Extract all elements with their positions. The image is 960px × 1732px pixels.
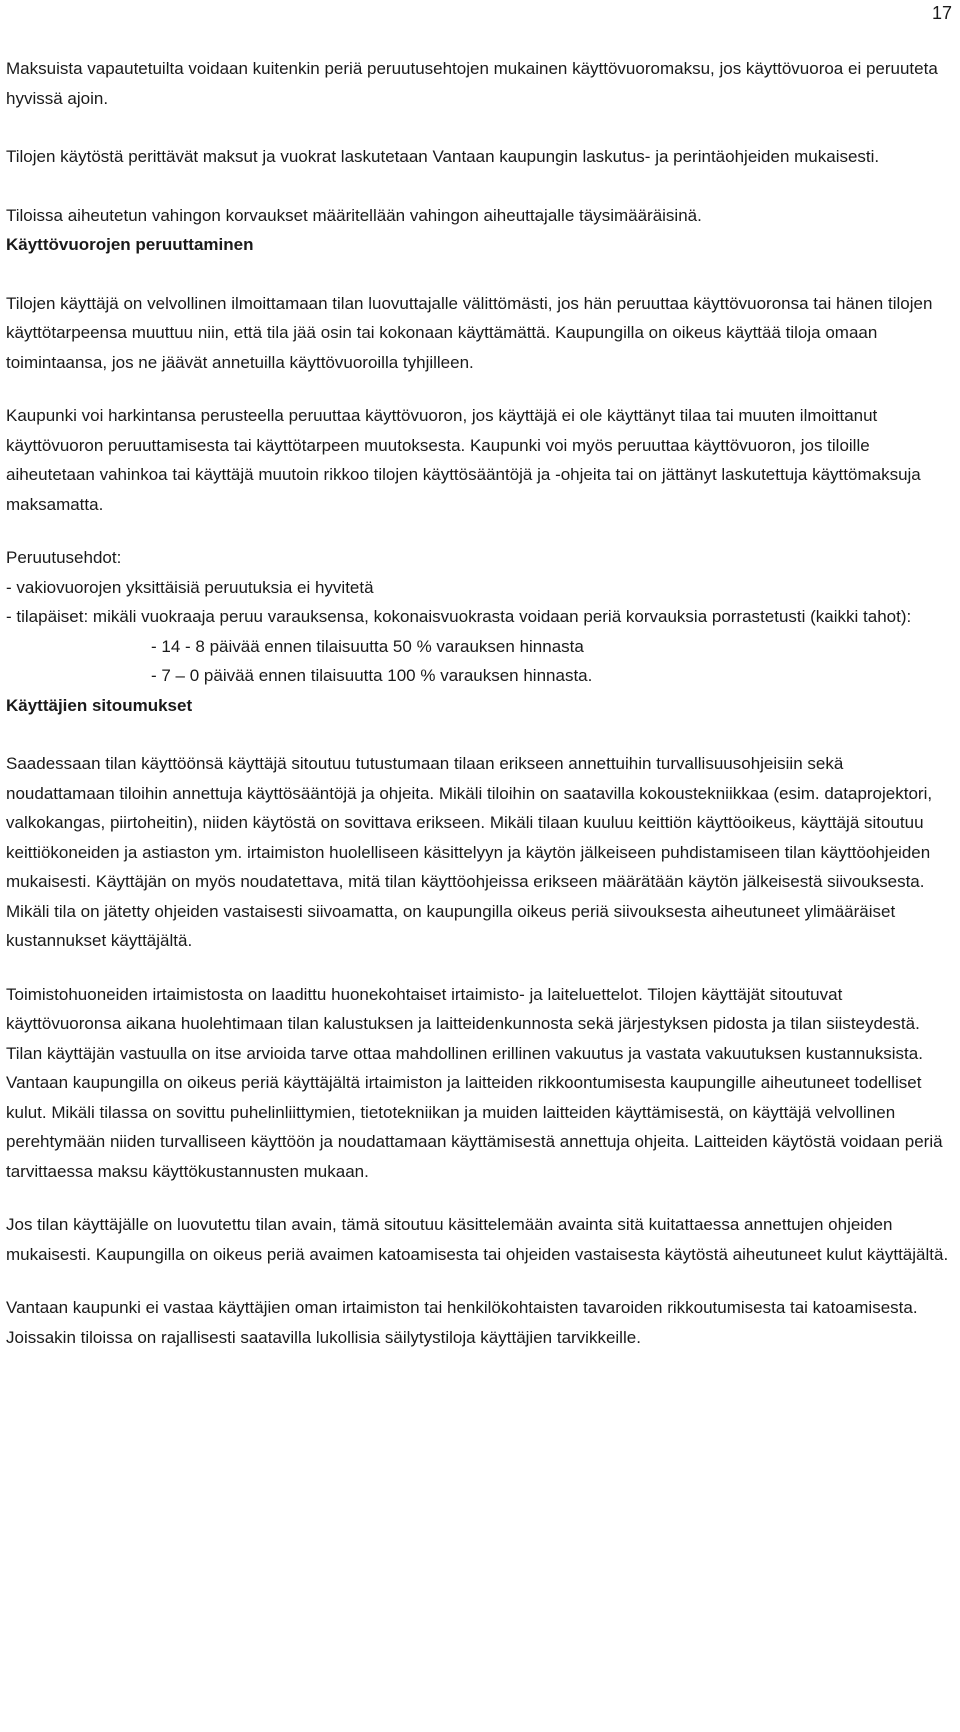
cancellation-subterm-item: - 7 – 0 päivää ennen tilaisuutta 100 % varauksen hinnasta. bbox=[151, 666, 593, 685]
paragraph-user-commitment: Saadessaan tilan käyttöönsä käyttäjä sitoutuu tutustumaan tilaan erikseen annettuihin turvallisuusohjeisiin sekä noudattamaan tiloihin annettuja käyttösääntöjä ja ohjeita. Mikäli tiloihin on saatavilla kokoustekniikkaa (esim. dataprojektori, valkokangas, piirtoheitin), niiden käytöstä on sovittava erikseen. Mikäli tilaan kuuluu keittiön käyttöoikeus, käyttäjä sitoutuu keittiökoneiden ja astiaston ym. irtaimiston huolelliseen käsittelyyn ja käytön jälkeiseen puhdistamiseen tilan käyttöohjeiden mukaisesti. Käyttäjän on myös noudatettava, mitä tilan käyttöohjeissa erikseen määrätään käytön jälkeisestä siivouksesta. Mikäli tila on jätetty ohjeiden vastaisesti siivoamatta, on kaupungilla oikeus periä siivouksesta aiheutuneet ylimääräiset kustannukset käyttäjältä. bbox=[6, 754, 933, 950]
paragraph-cancellation-duty: Tilojen käyttäjä on velvollinen ilmoittamaan tilan luovuttajalle välittömästi, jos hän peruuttaa käyttövuoronsa tai hänen tilojen käyttötarpeensa muuttuu niin, että tila jää osin tai kokonaan käyttämättä. Kaupungilla on oikeus käyttää tiloja omaan toimintaansa, jos ne jäävät annetuilla käyttövuoroilla tyhjilleen. bbox=[6, 293, 933, 372]
cancellation-term-item: - vakiovuorojen yksittäisiä peruutuksia ei hyvitetä bbox=[6, 577, 374, 597]
section-heading-cancellation: Käyttövuorojen peruuttaminen bbox=[6, 235, 254, 254]
section-heading-commitments: Käyttäjien sitoumukset bbox=[6, 695, 193, 715]
paragraph-fee-exemption: Maksuista vapautetuilta voidaan kuitenkin periä peruutusehtojen mukainen käyttövuoromaksu, jos käyttövuoroa ei peruuteta hyvissä ajoin. bbox=[6, 59, 938, 108]
paragraph-inventory: Toimistohuoneiden irtaimistosta on laadittu huonekohtaiset irtaimisto- ja laiteluettelot. Tilojen käyttäjät sitoutuvat käyttövuoronsa aikana huolehtimaan tilan kalustuksen ja laitteidenkunnosta sekä järjestyksen pidosta ja tilan siisteydestä. Tilan käyttäjän vastuulla on itse arvioida tarve ottaa mahdollinen erillinen vakuutus ja vastata vakuutuksen kustannuksista. Vantaan kaupungilla on oikeus periä käyttäjältä irtaimiston ja laitteiden rikkoontumisesta kaupungille aiheutuneet todelliset kulut. Mikäli tilassa on sovittu puhelinliittymien, tietotekniikan ja muiden laitteiden käyttämisestä, on käyttäjä velvollinen perehtymään niiden turvalliseen käyttöön ja noudattamaan käyttämisestä annettuja ohjeita. Laitteiden käytöstä voidaan periä tarvittaessa maksu käyttökustannusten mukaan. bbox=[6, 984, 943, 1181]
cancellation-term-item: - tilapäiset: mikäli vuokraaja peruu varauksensa, kokonaisvuokrasta voidaan periä korvauksia porrastetusti (kaikki tahot): bbox=[6, 607, 912, 626]
cancellation-subterm-item: - 14 - 8 päivää ennen tilaisuutta 50 % varauksen hinnasta bbox=[151, 636, 584, 656]
paragraph-liability: Vantaan kaupunki ei vastaa käyttäjien oman irtaimiston tai henkilökohtaisten tavaroiden rikkoutumisesta tai katoamisesta. Joissakin tiloissa on rajallisesti saatavilla lukollisia säilytystiloja käyttäjien tarvikkeille. bbox=[6, 1298, 918, 1347]
page-number: 17 bbox=[931, 3, 952, 23]
cancellation-terms-title: Peruutusehdot: bbox=[6, 548, 122, 567]
paragraph-damages: Tiloissa aiheutetun vahingon korvaukset määritellään vahingon aiheuttajalle täysimääräisinä. bbox=[6, 205, 702, 225]
paragraph-billing: Tilojen käytöstä perittävät maksut ja vuokrat laskutetaan Vantaan kaupungin laskutus- ja perintäohjeiden mukaisesti. bbox=[6, 147, 880, 166]
paragraph-keys: Jos tilan käyttäjälle on luovutettu tilan avain, tämä sitoutuu käsittelemään avainta sitä kuitattaessa annettujen ohjeiden mukaisesti. Kaupungilla on oikeus periä avaimen katoamisesta tai ohjeiden vastaisesta käytöstä aiheutuneet kulut käyttäjältä. bbox=[6, 1215, 949, 1264]
paragraph-city-cancellation: Kaupunki voi harkintansa perusteella peruuttaa käyttövuoron, jos käyttäjä ei ole käyttänyt tilaa tai muuten ilmoittanut käyttövuoron peruuttamisesta tai käyttötarpeen muutoksesta. Kaupunki voi myös peruuttaa käyttövuoron, jos tiloille aiheutetaan vahinkoa tai käyttäjä muutoin rikkoo tilojen käyttösääntöjä ja -ohjeita tai on jättänyt laskutettuja käyttömaksuja maksamatta. bbox=[6, 406, 921, 514]
document-body bbox=[6, 54, 954, 1352]
